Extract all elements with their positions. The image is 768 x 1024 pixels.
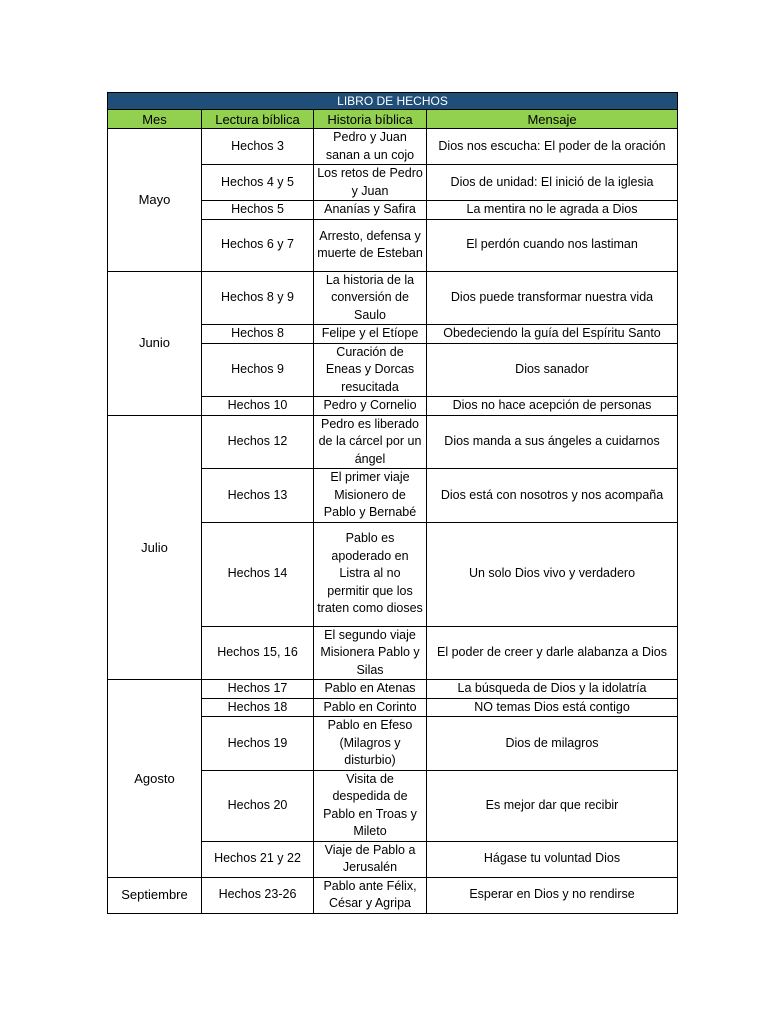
historia-cell: Pablo en Corinto bbox=[314, 698, 427, 717]
header-mensaje: Mensaje bbox=[427, 110, 678, 129]
historia-cell: Felipe y el Etíope bbox=[314, 325, 427, 344]
historia-cell: Arresto, defensa y muerte de Esteban bbox=[314, 219, 427, 271]
month-cell: Julio bbox=[108, 415, 202, 680]
lectura-cell: Hechos 20 bbox=[202, 770, 314, 841]
table-row bbox=[108, 271, 678, 325]
lectura-cell: Hechos 9 bbox=[202, 343, 314, 397]
mensaje-cell: Dios de milagros bbox=[427, 717, 678, 771]
historia-cell: Pedro es liberado de la cárcel por un ángel bbox=[314, 415, 427, 469]
mensaje-cell: Dios no hace acepción de personas bbox=[427, 397, 678, 416]
mensaje-cell: Dios manda a sus ángeles a cuidarnos bbox=[427, 415, 678, 469]
historia-cell: Pedro y Cornelio bbox=[314, 397, 427, 416]
lectura-cell: Hechos 15, 16 bbox=[202, 626, 314, 680]
table-row bbox=[108, 415, 678, 469]
mensaje-cell: Esperar en Dios y no rendirse bbox=[427, 877, 678, 913]
mensaje-cell: La búsqueda de Dios y la idolatría bbox=[427, 680, 678, 699]
mensaje-cell: El perdón cuando nos lastiman bbox=[427, 219, 678, 271]
lectura-cell: Hechos 23-26 bbox=[202, 877, 314, 913]
mensaje-cell: NO temas Dios está contigo bbox=[427, 698, 678, 717]
table-title: LIBRO DE HECHOS bbox=[108, 93, 678, 110]
lectura-cell: Hechos 8 y 9 bbox=[202, 271, 314, 325]
lectura-cell: Hechos 14 bbox=[202, 522, 314, 626]
historia-cell: Los retos de Pedro y Juan bbox=[314, 165, 427, 201]
mensaje-cell: Hágase tu voluntad Dios bbox=[427, 841, 678, 877]
table-row bbox=[108, 680, 678, 699]
header-row bbox=[108, 110, 678, 129]
historia-cell: Curación de Eneas y Dorcas resucitada bbox=[314, 343, 427, 397]
historia-cell: Viaje de Pablo a Jerusalén bbox=[314, 841, 427, 877]
lectura-cell: Hechos 13 bbox=[202, 469, 314, 523]
mensaje-cell: Dios de unidad: El inició de la iglesia bbox=[427, 165, 678, 201]
mensaje-cell: Un solo Dios vivo y verdadero bbox=[427, 522, 678, 626]
month-cell: Junio bbox=[108, 271, 202, 415]
mensaje-cell: Dios sanador bbox=[427, 343, 678, 397]
historia-cell: El primer viaje Misionero de Pablo y Bernabé bbox=[314, 469, 427, 523]
lectura-cell: Hechos 4 y 5 bbox=[202, 165, 314, 201]
table-body bbox=[108, 129, 678, 914]
mensaje-cell: Obedeciendo la guía del Espíritu Santo bbox=[427, 325, 678, 344]
historia-cell: Pedro y Juan sanan a un cojo bbox=[314, 129, 427, 165]
lectura-cell: Hechos 10 bbox=[202, 397, 314, 416]
mensaje-cell: Es mejor dar que recibir bbox=[427, 770, 678, 841]
month-cell: Septiembre bbox=[108, 877, 202, 913]
mensaje-cell: La mentira no le agrada a Dios bbox=[427, 201, 678, 220]
table-row bbox=[108, 129, 678, 165]
title-row bbox=[108, 93, 678, 110]
libro-de-hechos-table bbox=[107, 92, 678, 914]
lectura-cell: Hechos 12 bbox=[202, 415, 314, 469]
lectura-cell: Hechos 8 bbox=[202, 325, 314, 344]
mensaje-cell: El poder de creer y darle alabanza a Dios bbox=[427, 626, 678, 680]
header-historia: Historia bíblica bbox=[314, 110, 427, 129]
historia-cell: Pablo en Atenas bbox=[314, 680, 427, 699]
month-cell: Mayo bbox=[108, 129, 202, 272]
historia-cell: Pablo en Efeso (Milagros y disturbio) bbox=[314, 717, 427, 771]
header-lectura: Lectura bíblica bbox=[202, 110, 314, 129]
historia-cell: Pablo ante Félix, César y Agripa bbox=[314, 877, 427, 913]
header-mes: Mes bbox=[108, 110, 202, 129]
mensaje-cell: Dios está con nosotros y nos acompaña bbox=[427, 469, 678, 523]
lectura-cell: Hechos 19 bbox=[202, 717, 314, 771]
table-row bbox=[108, 877, 678, 913]
historia-cell: Ananías y Safira bbox=[314, 201, 427, 220]
lectura-cell: Hechos 5 bbox=[202, 201, 314, 220]
lectura-cell: Hechos 6 y 7 bbox=[202, 219, 314, 271]
lectura-cell: Hechos 17 bbox=[202, 680, 314, 699]
historia-cell: La historia de la conversión de Saulo bbox=[314, 271, 427, 325]
historia-cell: El segundo viaje Misionera Pablo y Silas bbox=[314, 626, 427, 680]
lectura-cell: Hechos 21 y 22 bbox=[202, 841, 314, 877]
lectura-cell: Hechos 18 bbox=[202, 698, 314, 717]
historia-cell: Pablo es apoderado en Listra al no permitir que los traten como dioses bbox=[314, 522, 427, 626]
lectura-cell: Hechos 3 bbox=[202, 129, 314, 165]
month-cell: Agosto bbox=[108, 680, 202, 878]
mensaje-cell: Dios puede transformar nuestra vida bbox=[427, 271, 678, 325]
historia-cell: Visita de despedida de Pablo en Troas y Mileto bbox=[314, 770, 427, 841]
mensaje-cell: Dios nos escucha: El poder de la oración bbox=[427, 129, 678, 165]
